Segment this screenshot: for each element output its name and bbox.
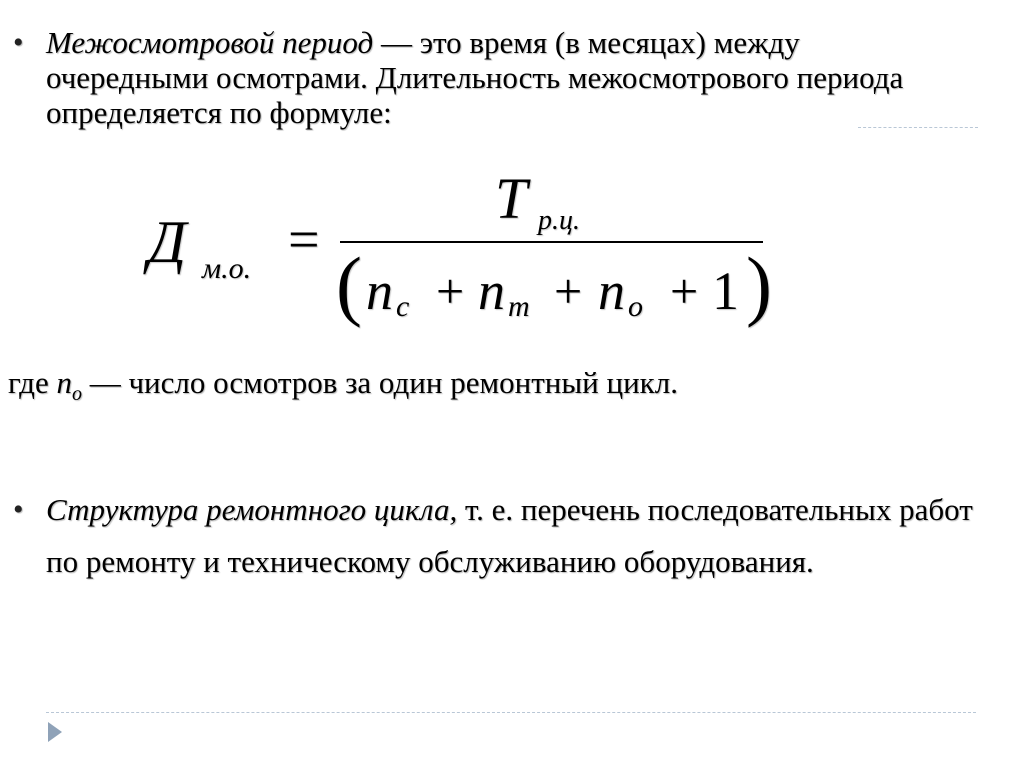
formula-lhs: Д: [148, 209, 187, 275]
explanation-var: n: [56, 365, 72, 400]
var-n-c-subscript: с: [396, 290, 410, 323]
explanation-text: — число осмотров за один ремонтный цикл.: [81, 365, 678, 400]
formula-lhs-subscript: м.о.: [202, 252, 252, 285]
var-n-o-subscript: о: [628, 290, 643, 323]
structure-paragraph: [46, 484, 976, 588]
next-slide-arrow-icon[interactable]: [48, 722, 62, 742]
var-n-t-subscript: т: [508, 290, 530, 323]
constant-one: 1: [712, 261, 739, 321]
paren-close: ): [746, 241, 772, 328]
definition-text: — это время (в месяцах) между очередными осмотрами. Длительность межосмотрового периода определяется по формуле:: [46, 25, 904, 130]
structure-text: т. е. перечень последовательных работ по ремонту и техническому обслуживанию оборудования.: [46, 492, 973, 579]
explanation-var-subscript: о: [71, 383, 82, 406]
plus-sign: +: [554, 263, 583, 319]
formula-equals: =: [288, 209, 320, 271]
formula-numerator-subscript: р.ц.: [538, 205, 580, 236]
var-n-t: n: [478, 261, 505, 321]
formula: [140, 166, 780, 340]
paren-open: (: [336, 241, 362, 328]
var-n-c: n: [366, 261, 393, 321]
formula-denominator: [336, 241, 776, 332]
plus-sign: +: [670, 263, 699, 319]
definition-paragraph: [46, 25, 946, 130]
formula-numerator: T: [495, 166, 528, 231]
bottom-divider: [46, 712, 976, 713]
plus-sign: +: [436, 263, 465, 319]
bullet-marker: •: [13, 493, 24, 526]
var-n-o: n: [598, 261, 625, 321]
fraction-bar: [340, 241, 763, 243]
bullet-marker: •: [13, 26, 24, 59]
structure-term: Структура ремонтного цикла,: [46, 492, 458, 527]
definition-term: Межосмотровой период: [46, 25, 374, 60]
explanation-prefix: где: [8, 365, 57, 400]
explanation-paragraph: [8, 365, 958, 412]
